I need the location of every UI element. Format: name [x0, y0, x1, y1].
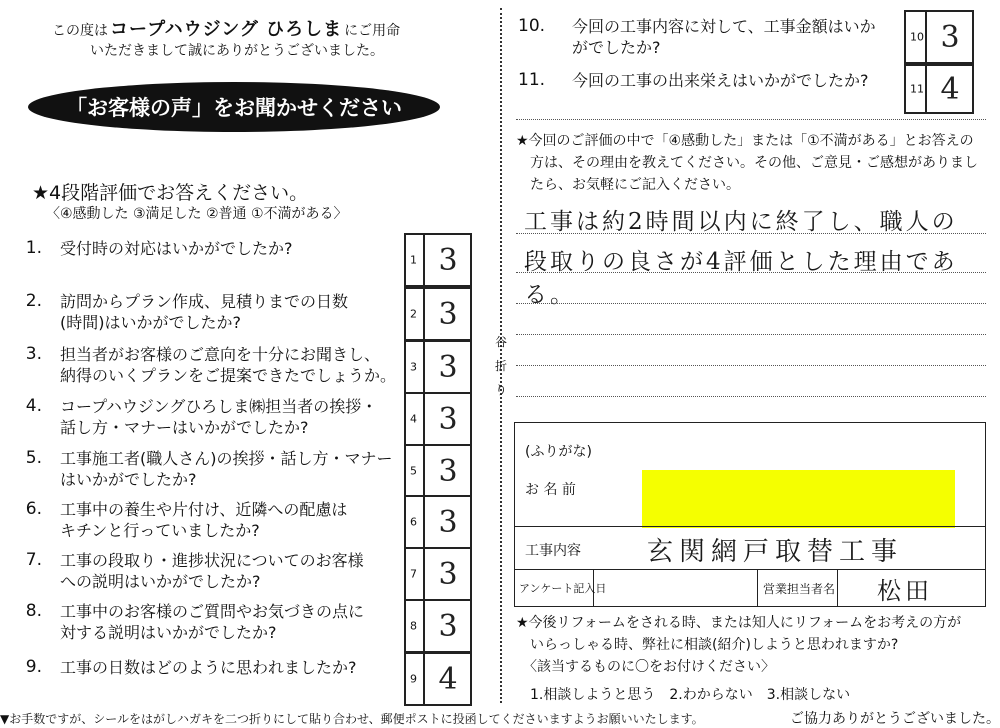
furigana-label: (ふりがな): [525, 444, 592, 460]
box-number: 11: [910, 82, 924, 96]
fold-label: 谷 折 り: [494, 335, 507, 397]
customer-info-table: [514, 422, 986, 607]
answer-mark: 3: [438, 453, 458, 489]
box-number: 3: [410, 360, 417, 374]
voice-banner: 「お客様の声」をお聞かせください: [28, 82, 440, 132]
intro-prefix: この度は: [52, 23, 108, 39]
answer-box[interactable]: [404, 547, 472, 601]
comment-rule: [516, 334, 986, 335]
question-text: 訪問からプラン作成、見積りまでの日数 (時間)はいかがでしたか?: [60, 292, 349, 332]
comment-line-2: 段取りの良さが4評価とした理由である。: [524, 249, 958, 308]
question-text: 工事中の養生や片付け、近隣への配慮は キチンと行っていましたか?: [60, 500, 348, 540]
answer-box[interactable]: [404, 495, 472, 549]
survey-date-label: アンケート記入日: [519, 582, 607, 595]
box-number: 8: [410, 619, 417, 633]
question-number: 10.: [518, 16, 546, 36]
question-number: 4.: [25, 396, 42, 416]
work-value: 玄関網戸取替工事: [647, 537, 904, 567]
comment-rule: [516, 272, 986, 273]
question-number: 3.: [25, 344, 42, 364]
answer-box[interactable]: [404, 287, 472, 341]
question-text: 工事の日数はどのように思われましたか?: [60, 658, 357, 677]
intro-line-2: いただきまして誠にありがとうございました。: [90, 43, 384, 59]
comment-rule: [516, 396, 986, 397]
intro-line-1: [52, 15, 400, 41]
name-label: お 名 前: [525, 482, 576, 498]
answer-mark: 3: [940, 19, 960, 55]
box-number: 4: [410, 412, 417, 426]
question-text: 工事施工者(職人さん)の挨拶・話し方・マナー はいかがでしたか?: [60, 449, 393, 489]
answer-box[interactable]: [404, 233, 472, 287]
box-number: 9: [410, 672, 417, 686]
staff-label: 営業担当者名: [763, 582, 836, 596]
answer-mark: 3: [438, 349, 458, 385]
brand-name: コープハウジング ひろしま: [110, 19, 343, 40]
question-text: 今回の工事の出来栄えはいかがでしたか?: [572, 71, 869, 90]
rating-scale: 〈④感動した ③満足した ②普通 ①不満がある〉: [46, 206, 348, 222]
staff-value: 松田: [877, 577, 933, 605]
question-number: 9.: [25, 657, 42, 677]
rating-heading: ★4段階評価でお答えください。: [32, 182, 309, 204]
redacted-name: [642, 470, 955, 528]
answer-box[interactable]: [904, 10, 974, 64]
comment-line-1: 工事は約2時間以内に終了し、職人の: [524, 209, 958, 235]
answer-mark: 3: [438, 296, 458, 332]
question-text: 工事中のお客様のご質問やお気づきの点に 対する説明はいかがでしたか?: [60, 602, 365, 642]
answer-mark: 4: [438, 661, 458, 697]
referral-question: ★今後リフォームをされる時、または知人にリフォームをお考えの方が いらっしゃる時、弊社に相談(紹介)しようと思われますか? 〈該当するものに〇をお付けください〉: [516, 615, 962, 675]
answer-mark: 3: [438, 401, 458, 437]
answer-mark: 4: [940, 71, 960, 107]
answer-mark: 3: [438, 504, 458, 540]
answer-box[interactable]: [404, 652, 472, 706]
question-text: 担当者がお客様のご意向を十分にお聞きし、 納得のいくプランをご提案できたでしょうか。: [60, 345, 397, 385]
box-number: 5: [410, 464, 417, 478]
question-text: コープハウジングひろしま㈱担当者の挨拶・ 話し方・マナーはいかがでしたか?: [60, 397, 378, 437]
question-text: 工事の段取り・進捗状況についてのお客様 への説明はいかがでしたか?: [60, 551, 364, 591]
answer-box[interactable]: [904, 64, 974, 114]
intro-suffix: にご用命: [344, 23, 401, 39]
answer-box[interactable]: [404, 392, 472, 446]
comment-rule: [516, 233, 986, 234]
box-number: 10: [910, 30, 924, 44]
answer-box[interactable]: [404, 444, 472, 498]
box-number: 1: [410, 253, 417, 267]
answer-mark: 3: [438, 242, 458, 278]
box-number: 6: [410, 515, 417, 529]
box-number: 7: [410, 567, 417, 581]
question-number: 8.: [25, 601, 42, 621]
footer-note: ▼お手数ですが、シールをはがしハガキを二つ折りにして貼り合わせ、郵便ポストに投函してくださいますようお願いいたします。: [0, 712, 704, 726]
answer-mark: 3: [438, 608, 458, 644]
question-number: 6.: [25, 499, 42, 519]
comment-rule: [516, 365, 986, 366]
question-number: 5.: [25, 448, 42, 468]
answer-mark: 3: [438, 556, 458, 592]
comment-rule: [516, 303, 986, 304]
question-number: 1.: [25, 238, 42, 258]
question-text: 受付時の対応はいかがでしたか?: [60, 239, 293, 258]
referral-options[interactable]: 1.相談しようと思う 2.わからない 3.相談しない: [530, 687, 851, 703]
divider: [516, 119, 986, 120]
question-number: 2.: [25, 291, 42, 311]
comment-prompt: ★今回のご評価の中で「④感動した」または「①不満がある」とお答えの 方は、その理由を教えてください。その他、ご意見・ご感想がありまし たら、お気軽にご記入ください。: [516, 133, 978, 193]
work-label: 工事内容: [525, 543, 581, 559]
answer-box[interactable]: [404, 599, 472, 653]
question-text: 今回の工事内容に対して、工事金額はいか がでしたか?: [572, 17, 876, 57]
question-number: 7.: [25, 550, 42, 570]
question-number: 11.: [518, 70, 546, 90]
box-number: 2: [410, 307, 417, 321]
answer-box[interactable]: [404, 340, 472, 394]
footer-thanks: ご協力ありがとうございました。: [790, 711, 1000, 727]
